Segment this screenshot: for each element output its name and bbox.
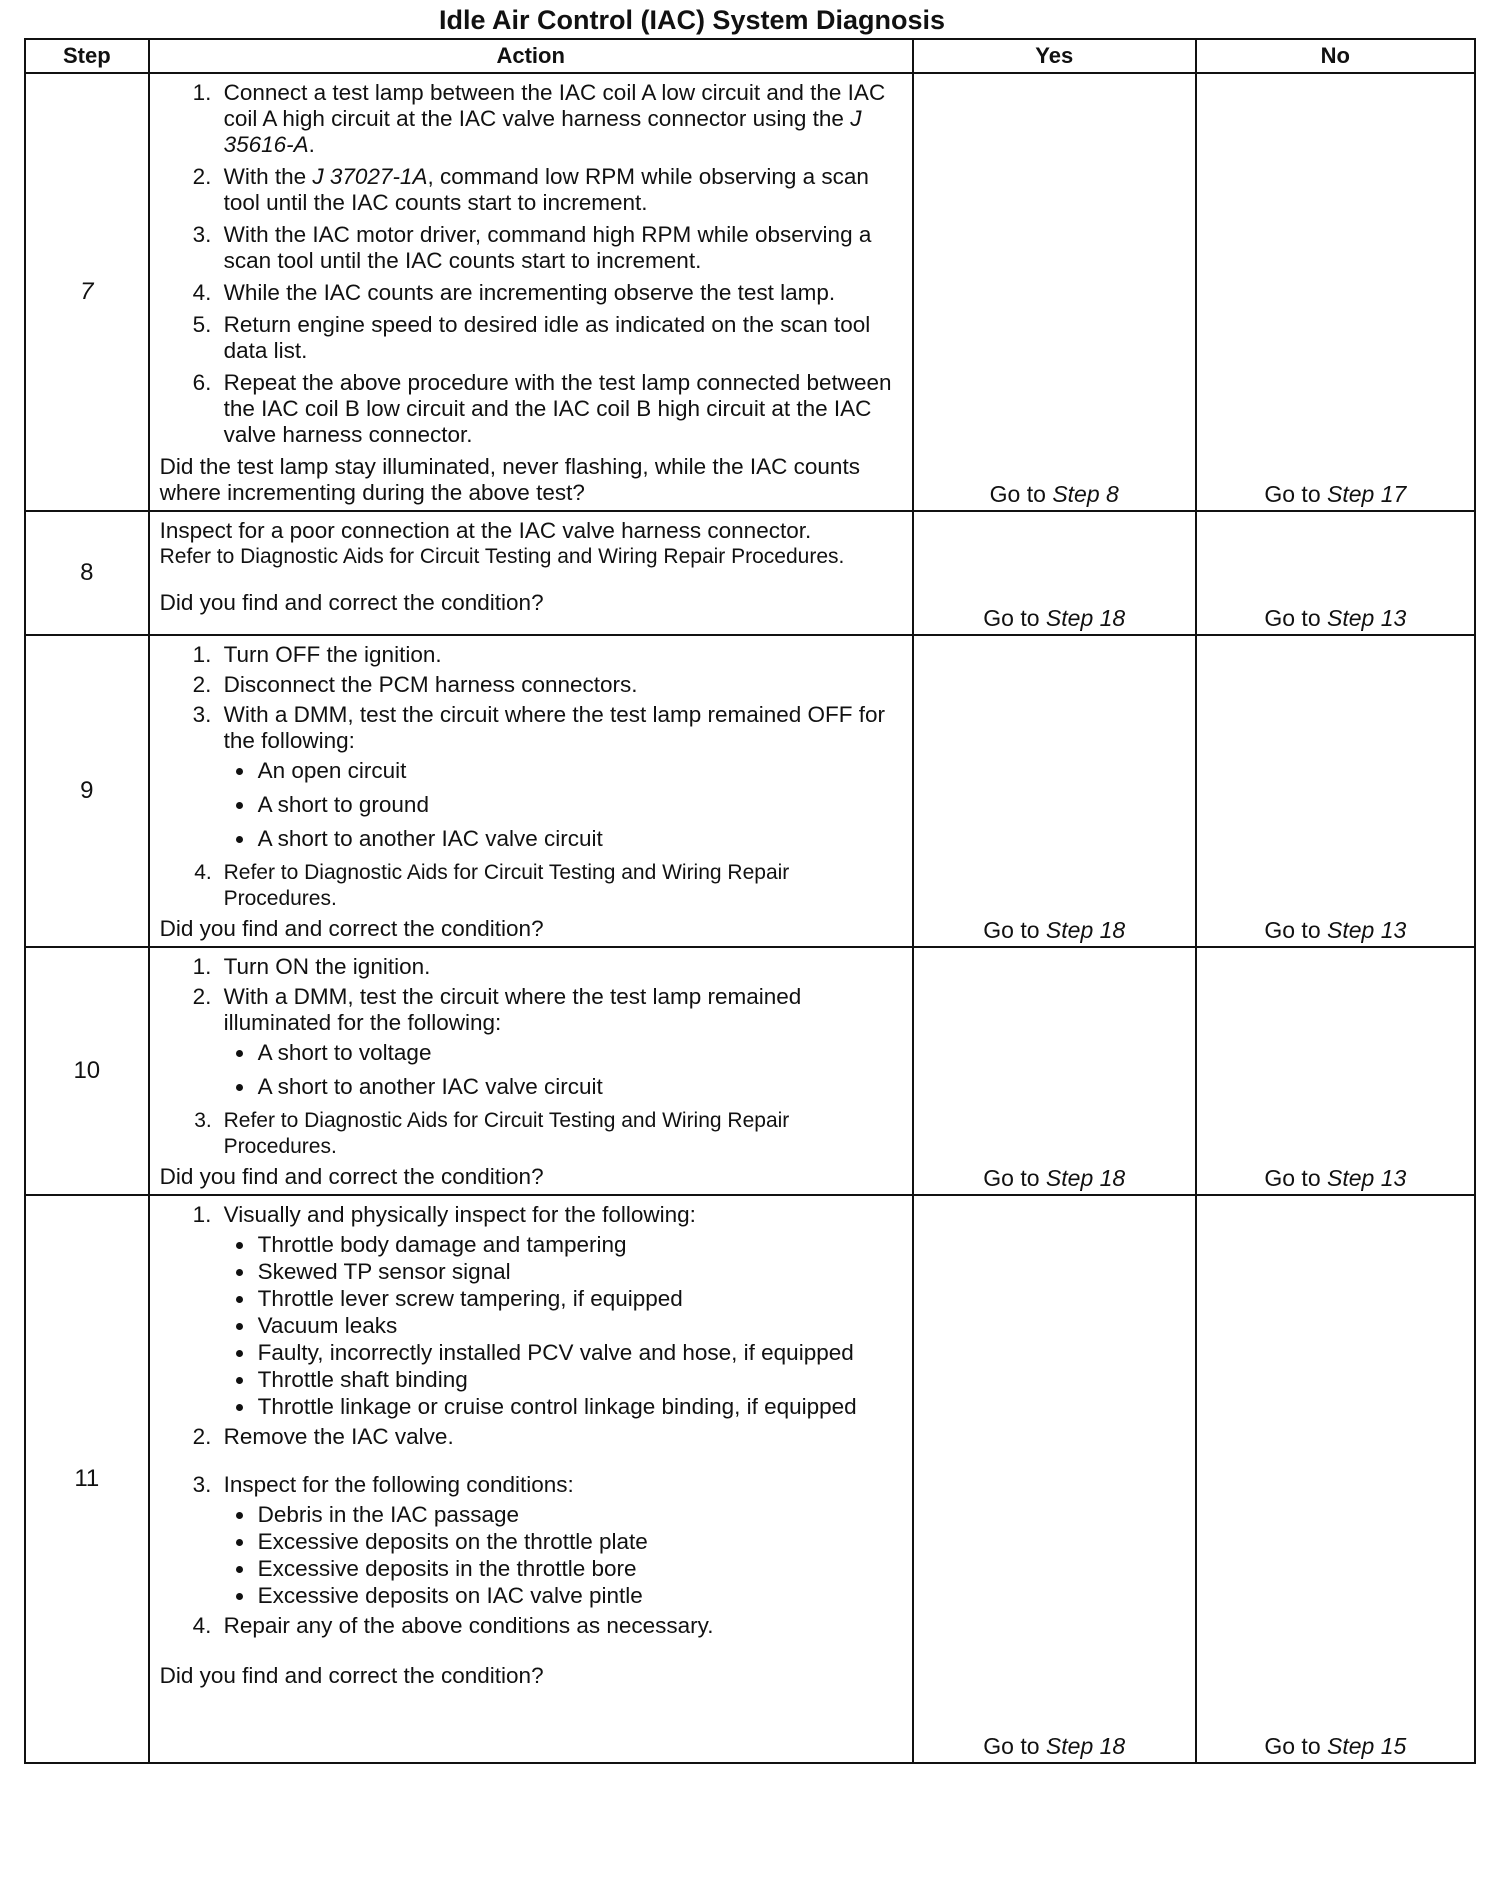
tool-reference: J 35616-A bbox=[223, 106, 862, 157]
list-item: 2. Remove the IAC valve. bbox=[218, 1424, 904, 1450]
bullet-list bbox=[224, 1232, 904, 1420]
bullet-item: • Throttle body damage and tampering bbox=[256, 1232, 904, 1258]
action-cell bbox=[149, 73, 913, 511]
action-cell bbox=[149, 947, 913, 1195]
step-number: 9 bbox=[25, 635, 149, 947]
no-cell: Go to Step 13 bbox=[1196, 511, 1475, 635]
step-number: 10 bbox=[25, 947, 149, 1195]
bullet-item: • Throttle lever screw tampering, if equipped bbox=[256, 1286, 904, 1312]
no-cell: Go to Step 13 bbox=[1196, 635, 1475, 947]
no-target: Step 15 bbox=[1327, 1733, 1407, 1759]
bullet-item: • An open circuit bbox=[256, 758, 904, 784]
list-item: 3. With a DMM, test the circuit where the test lamp remained OFF for the following: • An open circuit • A short to ground • A short to another IAC valve circuit bbox=[218, 702, 904, 852]
bullet-item: • Skewed TP sensor signal bbox=[256, 1259, 904, 1285]
procedure-list bbox=[160, 954, 904, 1160]
list-item: 2. With the J 37027-1A, command low RPM while observing a scan tool until the IAC counts start to increment. bbox=[218, 164, 904, 216]
list-item: 2. With a DMM, test the circuit where the test lamp remained illuminated for the following: • A short to voltage • A short to another IAC valve circuit bbox=[218, 984, 904, 1100]
question: Did you find and correct the condition? bbox=[159, 590, 544, 615]
reference-text: Refer to Diagnostic Aids for Circuit Testing and Wiring Repair Procedures. bbox=[159, 545, 845, 568]
question: Did you find and correct the condition? bbox=[159, 1663, 544, 1688]
page-title: Idle Air Control (IAC) System Diagnosis bbox=[438, 5, 946, 35]
yes-cell: Go to Step 18 bbox=[913, 511, 1196, 635]
tool-reference: J 37027-1A bbox=[312, 164, 428, 189]
bullet-item: • Excessive deposits in the throttle bore bbox=[256, 1556, 904, 1582]
step-number: 11 bbox=[25, 1195, 149, 1763]
header-no: No bbox=[1196, 39, 1475, 73]
header-action: Action bbox=[149, 39, 913, 73]
list-item: 6. Repeat the above procedure with the test lamp connected between the IAC coil B low circuit and the IAC coil B high circuit at the IAC valve harness connector. bbox=[218, 370, 904, 448]
list-item: 1. Connect a test lamp between the IAC coil A low circuit and the IAC coil A high circuit at the IAC valve harness connector using the J 35616-A. bbox=[218, 80, 904, 158]
action-cell bbox=[149, 635, 913, 947]
list-item: 4. While the IAC counts are incrementing observe the test lamp. bbox=[218, 280, 904, 306]
yes-cell: Go to Step 8 bbox=[913, 73, 1196, 511]
no-cell: Go to Step 15 bbox=[1196, 1195, 1475, 1763]
yes-target: Step 18 bbox=[1045, 917, 1126, 943]
header-step: Step bbox=[25, 39, 149, 73]
bullet-item: • A short to another IAC valve circuit bbox=[256, 826, 904, 852]
bullet-item: • A short to another IAC valve circuit bbox=[256, 1074, 904, 1100]
action-text: Inspect for a poor connection at the IAC valve harness connector. bbox=[159, 518, 812, 543]
list-item: 3. Inspect for the following conditions: • Debris in the IAC passage • Excessive deposits on the throttle plate • Excessive deposits in the throttle bore • Excessive deposits on IAC valve pintle bbox=[218, 1472, 904, 1609]
table-row-step-9 bbox=[25, 635, 1475, 947]
list-item: 3. Refer to Diagnostic Aids for Circuit Testing and Wiring Repair Procedures. bbox=[218, 1108, 904, 1160]
header-yes: Yes bbox=[913, 39, 1196, 73]
action-cell bbox=[149, 1195, 913, 1763]
no-target: Step 13 bbox=[1327, 1165, 1407, 1191]
list-item: 5. Return engine speed to desired idle as indicated on the scan tool data list. bbox=[218, 312, 904, 364]
table-row-step-10 bbox=[25, 947, 1475, 1195]
procedure-list bbox=[160, 1202, 904, 1639]
procedure-list bbox=[160, 80, 904, 448]
bullet-item: • Excessive deposits on IAC valve pintle bbox=[256, 1583, 904, 1609]
bullet-list bbox=[224, 1502, 904, 1609]
diagnosis-table bbox=[24, 38, 1476, 1764]
table-row-step-8 bbox=[25, 511, 1475, 635]
step-number: 7 bbox=[25, 73, 149, 511]
bullet-list bbox=[224, 758, 904, 852]
action-cell bbox=[149, 511, 913, 635]
bullet-item: • A short to voltage bbox=[256, 1040, 904, 1066]
question: Did the test lamp stay illuminated, never flashing, while the IAC counts where incrementing during the above test? bbox=[159, 454, 860, 505]
yes-target: Step 18 bbox=[1045, 1733, 1126, 1759]
no-target: Step 17 bbox=[1327, 481, 1407, 507]
list-item: 1. Turn ON the ignition. bbox=[218, 954, 904, 980]
list-item: 4. Repair any of the above conditions as necessary. bbox=[218, 1613, 904, 1639]
bullet-item: • Vacuum leaks bbox=[256, 1313, 904, 1339]
list-item: 3. With the IAC motor driver, command high RPM while observing a scan tool until the IAC counts start to increment. bbox=[218, 222, 904, 274]
yes-cell: Go to Step 18 bbox=[913, 635, 1196, 947]
no-target: Step 13 bbox=[1327, 605, 1407, 631]
bullet-item: • Throttle linkage or cruise control linkage binding, if equipped bbox=[256, 1394, 904, 1420]
no-target: Step 13 bbox=[1327, 917, 1407, 943]
yes-target: Step 18 bbox=[1045, 605, 1126, 631]
yes-target: Step 8 bbox=[1052, 481, 1119, 507]
list-item: 4. Refer to Diagnostic Aids for Circuit Testing and Wiring Repair Procedures. bbox=[218, 860, 904, 912]
table-row-step-11 bbox=[25, 1195, 1475, 1763]
bullet-item: • Debris in the IAC passage bbox=[256, 1502, 904, 1528]
no-cell: Go to Step 13 bbox=[1196, 947, 1475, 1195]
header-row bbox=[25, 39, 1475, 73]
question: Did you find and correct the condition? bbox=[159, 916, 544, 941]
step-number: 8 bbox=[25, 511, 149, 635]
yes-cell: Go to Step 18 bbox=[913, 947, 1196, 1195]
bullet-item: • Excessive deposits on the throttle plate bbox=[256, 1529, 904, 1555]
yes-target: Step 18 bbox=[1045, 1165, 1126, 1191]
list-item: 1. Visually and physically inspect for the following: • Throttle body damage and tampering • Skewed TP sensor signal • Throttle lever screw tampering, if equipped • Vacuum leaks • Faulty, incorrectly installed PCV valve and hose, if equipped • Throttle shaft binding • Throttle linkage or cruise control linkage binding, if equipped bbox=[218, 1202, 904, 1420]
question: Did you find and correct the condition? bbox=[159, 1164, 544, 1189]
procedure-list bbox=[160, 642, 904, 912]
no-cell: Go to Step 17 bbox=[1196, 73, 1475, 511]
bullet-list bbox=[224, 1040, 904, 1100]
bullet-item: • Faulty, incorrectly installed PCV valve and hose, if equipped bbox=[256, 1340, 904, 1366]
bullet-item: • Throttle shaft binding bbox=[256, 1367, 904, 1393]
list-item: 2. Disconnect the PCM harness connectors. bbox=[218, 672, 904, 698]
list-item: 1. Turn OFF the ignition. bbox=[218, 642, 904, 668]
table-row-step-7 bbox=[25, 73, 1475, 511]
yes-cell: Go to Step 18 bbox=[913, 1195, 1196, 1763]
bullet-item: • A short to ground bbox=[256, 792, 904, 818]
